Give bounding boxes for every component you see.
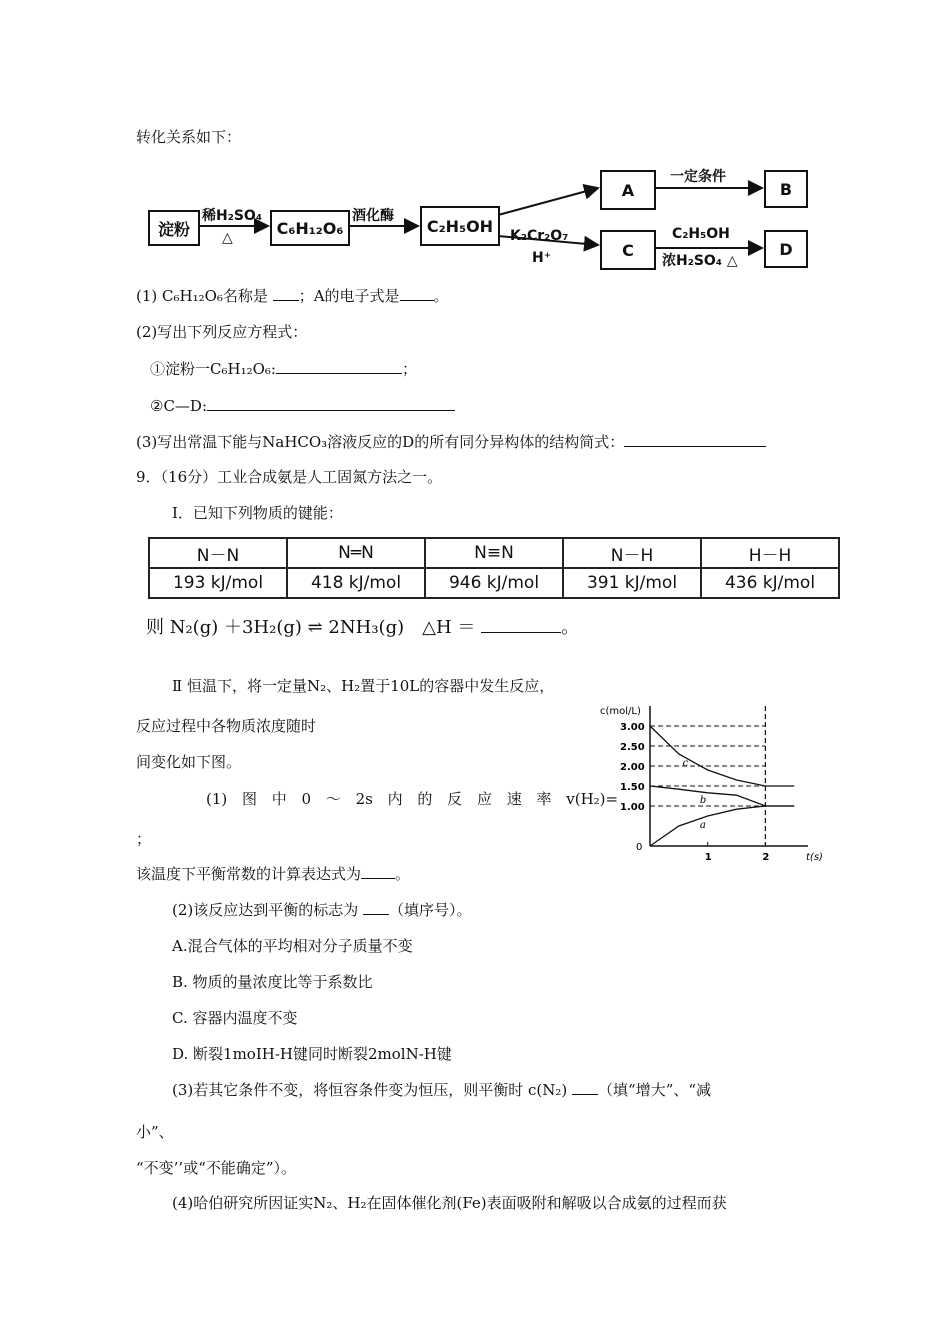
box-glucose: C₆H₁₂O₆ [270,210,350,246]
bond-header: N－H [563,538,701,568]
y-tick-label: 1.00 [620,802,645,813]
y-tick-label: 2.50 [620,742,645,753]
label-conc-h2so4: 浓H₂SO₄ △ [662,253,738,269]
series-label-b: b [699,794,707,806]
bond-value: 418 kJ/mol [287,568,425,598]
q9-q1-semicolon: ； [136,830,152,848]
bond-value: 391 kJ/mol [563,568,701,598]
q9-part2-c: 间变化如下图。 [136,753,242,771]
series-line-a [650,806,794,846]
blank-delta-h [481,614,561,633]
blank-glucose-name [273,286,299,301]
table-row [149,538,839,568]
box-c: C [600,230,656,270]
q9-q2-text: (2)该反应达到平衡的标志为 [172,901,364,919]
q8-part3 [136,432,766,452]
box-b: B [764,170,808,208]
blank-electron-formula [400,286,434,301]
q9-part2: Ⅱ 恒温下，将一定量N₂、H₂置于10L的容器中发生反应， [172,677,555,695]
q9-equation [146,614,579,640]
q8-p1-text-b: ；A的电子式是 [298,287,400,305]
y-tick-label: 1.50 [620,782,645,793]
q9-q1 [206,789,618,809]
q8-eq1 [150,359,417,379]
series-line-b [650,786,794,806]
blank-k-expression [361,864,395,879]
q8-eq2 [150,396,455,416]
q9-equation-text: 则 N₂(g) ＋3H₂(g) ⇌ 2NH₃(g) △H ＝ [146,617,476,638]
q9-q3-end: （填“增大”、“减 [598,1081,712,1099]
box-ethanol: C₂H₅OH [420,206,500,246]
conversion-diagram [140,160,835,272]
blank-n2-change [572,1080,598,1095]
bond-header: N≡N [425,538,563,568]
q9-q1-b-text: 该温度下平衡常数的计算表达式为 [136,865,362,883]
q9-q1-b [136,864,410,884]
q9-part1: I．已知下列物质的键能： [172,504,343,522]
q8-part2: (2)写出下列反应方程式： [136,323,308,341]
option-a: A.混合气体的平均相对分子质量不变 [172,937,413,955]
q9-q3 [172,1080,711,1100]
label-h-plus: H⁺ [532,250,552,266]
q9-q4: (4)哈伯研究所因证实N₂、H₂在固体催化剂(Fe)表面吸附和解吸以合成氨的过程而获 [172,1194,727,1212]
blank-equilibrium [363,900,389,915]
concentration-chart [596,700,823,863]
q9-q3-c: “不变’’或“不能确定”）。 [136,1159,297,1177]
label-ethanol-reagent: C₂H₅OH [672,226,730,242]
q9-q2 [172,900,472,920]
q9-q3-b: 小”、 [136,1123,174,1141]
label-certain-conditions: 一定条件 [670,169,726,185]
q8-p3-text: (3)写出常温下能与NaHCO₃溶液反应的D的所有同分异构体的结构简式： [136,433,625,451]
y-tick-label: 3.00 [620,722,645,733]
blank-eq2 [207,396,455,411]
y-axis-label: c(mol/L) [600,706,641,717]
x-tick-label: 1 [704,852,712,863]
label-heat-1: △ [222,230,233,246]
q9-q2-end: （填序号）。 [389,901,472,919]
q9-q1-b-end: 。 [395,865,411,883]
q9-title: 9．（16分）工业合成氨是人工固氮方法之一。 [136,468,443,486]
box-starch: 淀粉 [148,210,200,246]
bond-header: N－N [149,538,287,568]
option-d: D. 断裂1moIH-H键同时断裂2molN-H键 [172,1045,452,1063]
series-label-a: a [699,820,706,831]
q8-p1-text-a: (1) C₆H₁₂O₆名称是 [136,287,273,305]
bond-energy-table [148,537,840,599]
arrow-ethanol-a [498,188,598,215]
blank-eq1 [276,359,402,374]
q8-eq1-label: ①淀粉一C₆H₁₂O₆: [150,360,276,378]
box-d: D [764,230,808,268]
label-dilute-h2so4: 稀H₂SO₄ [202,208,262,224]
series-label-c: c [682,758,689,769]
q9-part2-b: 反应过程中各物质浓度随时 [136,717,317,735]
q8-eq1-end: ； [401,360,417,378]
bond-value: 946 kJ/mol [425,568,563,598]
q8-p1-text-c: 。 [433,287,449,305]
q8-part1 [136,286,449,306]
q9-equation-end: 。 [561,617,580,638]
x-axis-label: t(s) [806,852,823,863]
blank-isomers [624,432,766,447]
series-line-c [650,726,794,786]
bond-header: N═N [287,538,425,568]
origin-label: 0 [636,842,643,853]
table-row [149,568,839,598]
intro-text: 转化关系如下： [136,128,242,146]
q8-eq2-label: ②C—D: [150,397,208,415]
label-dichromate: K₂Cr₂O₇ [510,228,569,244]
box-a: A [600,170,656,210]
bond-value: 193 kJ/mol [149,568,287,598]
option-c: C. 容器内温度不变 [172,1009,298,1027]
x-tick-label: 2 [762,852,770,863]
q9-q3-text: (3)若其它条件不变，将恒容条件变为恒压，则平衡时 c(N₂) [172,1081,573,1099]
label-enzyme: 酒化酶 [352,208,394,224]
bond-header: H－H [701,538,839,568]
option-b: B. 物质的量浓度比等于系数比 [172,973,373,991]
q9-q1-text: (1) 图 中 0 ～ 2s 内 的 反 应 速 率 v(H₂)= [206,790,619,808]
bond-value: 436 kJ/mol [701,568,839,598]
y-tick-label: 2.00 [620,762,645,773]
